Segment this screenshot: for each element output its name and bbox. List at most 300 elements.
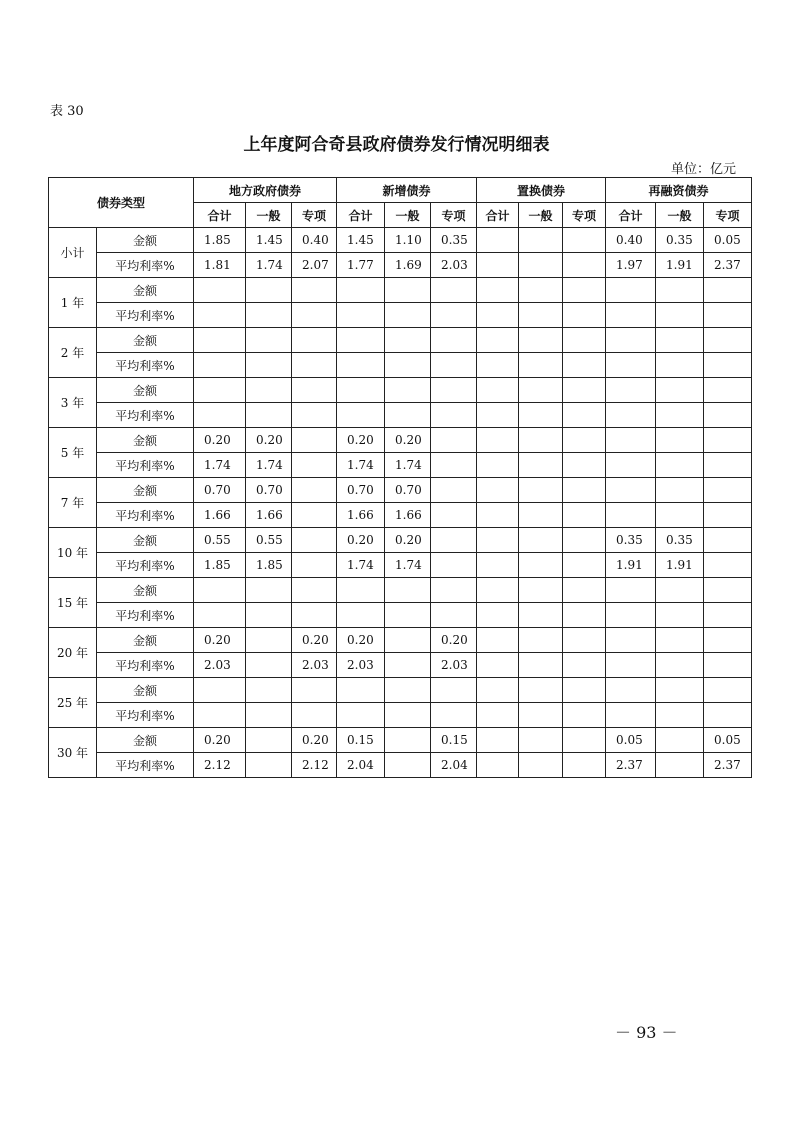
table-cell	[519, 303, 563, 328]
metric-label-rate: 平均利率%	[97, 253, 194, 278]
bond-type-header: 债券类型	[49, 178, 194, 228]
table-cell	[477, 528, 519, 553]
table-cell	[194, 353, 246, 378]
metric-label-amount: 金额	[97, 728, 194, 753]
table-row-rate	[49, 553, 752, 578]
table-cell	[194, 328, 246, 353]
table-cell	[246, 303, 292, 328]
table-cell	[292, 703, 337, 728]
table-cell: 0.20	[385, 528, 431, 553]
table-cell	[656, 278, 704, 303]
table-cell	[477, 228, 519, 253]
table-cell	[385, 303, 431, 328]
metric-label-amount: 金额	[97, 278, 194, 303]
table-cell	[337, 378, 385, 403]
table-cell: 1.74	[385, 553, 431, 578]
table-cell	[656, 453, 704, 478]
table-cell	[194, 403, 246, 428]
table-cell	[431, 453, 477, 478]
table-cell: 0.35	[431, 228, 477, 253]
table-cell	[194, 378, 246, 403]
table-cell: 2.03	[292, 653, 337, 678]
table-cell	[477, 353, 519, 378]
table-cell	[656, 328, 704, 353]
table-cell: 1.74	[337, 553, 385, 578]
table-cell: 1.74	[246, 253, 292, 278]
table-cell	[385, 628, 431, 653]
table-cell	[704, 603, 752, 628]
table-cell	[431, 703, 477, 728]
table-cell	[477, 428, 519, 453]
term-label: 10 年	[49, 528, 97, 578]
metric-label-amount: 金额	[97, 378, 194, 403]
table-cell	[656, 603, 704, 628]
table-cell	[194, 678, 246, 703]
table-cell	[704, 278, 752, 303]
table-cell	[606, 503, 656, 528]
table-cell	[477, 278, 519, 303]
table-cell	[563, 728, 606, 753]
group-header-new-bonds: 新增债券	[337, 178, 477, 203]
table-cell	[431, 478, 477, 503]
group-header-local-gov: 地方政府债券	[194, 178, 337, 203]
metric-label-amount: 金额	[97, 428, 194, 453]
table-row-amount	[49, 678, 752, 703]
subcolumn-header-special: 专项	[563, 203, 606, 228]
table-cell	[194, 578, 246, 603]
table-cell: 0.20	[337, 628, 385, 653]
table-cell	[656, 353, 704, 378]
metric-label-amount: 金额	[97, 578, 194, 603]
table-cell	[477, 603, 519, 628]
table-cell	[519, 703, 563, 728]
table-cell	[704, 528, 752, 553]
table-cell: 1.85	[194, 228, 246, 253]
metric-label-rate: 平均利率%	[97, 703, 194, 728]
table-cell	[519, 328, 563, 353]
table-cell	[477, 503, 519, 528]
table-cell	[519, 253, 563, 278]
table-cell: 1.85	[246, 553, 292, 578]
table-cell: 0.15	[431, 728, 477, 753]
table-row-amount	[49, 228, 752, 253]
table-cell	[246, 603, 292, 628]
table-cell: 1.74	[246, 453, 292, 478]
metric-label-rate: 平均利率%	[97, 553, 194, 578]
term-label: 15 年	[49, 578, 97, 628]
table-cell	[337, 278, 385, 303]
table-cell	[292, 603, 337, 628]
table-cell	[431, 603, 477, 628]
table-cell	[337, 678, 385, 703]
table-cell	[519, 478, 563, 503]
table-cell: 1.91	[606, 553, 656, 578]
table-cell: 0.20	[385, 428, 431, 453]
table-cell	[606, 453, 656, 478]
table-cell	[385, 728, 431, 753]
table-cell	[563, 228, 606, 253]
table-cell	[431, 428, 477, 453]
table-cell	[656, 478, 704, 503]
table-cell	[563, 428, 606, 453]
term-label: 25 年	[49, 678, 97, 728]
table-cell	[292, 678, 337, 703]
table-cell: 2.37	[606, 753, 656, 778]
group-header-replacement-bonds: 置换债券	[477, 178, 606, 203]
table-cell	[477, 678, 519, 703]
table-cell: 0.70	[337, 478, 385, 503]
table-cell	[563, 453, 606, 478]
table-cell	[246, 753, 292, 778]
table-cell: 0.20	[337, 428, 385, 453]
table-cell: 0.05	[704, 728, 752, 753]
metric-label-rate: 平均利率%	[97, 453, 194, 478]
table-cell: 0.55	[194, 528, 246, 553]
table-cell	[246, 628, 292, 653]
table-cell	[477, 253, 519, 278]
metric-label-rate: 平均利率%	[97, 603, 194, 628]
table-cell	[337, 578, 385, 603]
table-row-rate	[49, 753, 752, 778]
table-cell: 2.03	[431, 253, 477, 278]
table-cell: 0.15	[337, 728, 385, 753]
table-row-rate	[49, 303, 752, 328]
table-cell	[656, 503, 704, 528]
table-row-amount	[49, 578, 752, 603]
table-cell	[704, 353, 752, 378]
table-cell	[563, 628, 606, 653]
table-cell: 0.40	[292, 228, 337, 253]
table-cell	[431, 278, 477, 303]
table-cell: 1.74	[385, 453, 431, 478]
table-row-amount	[49, 728, 752, 753]
table-cell	[292, 503, 337, 528]
table-cell: 2.37	[704, 253, 752, 278]
table-cell	[292, 403, 337, 428]
table-cell: 2.12	[194, 753, 246, 778]
table-cell	[563, 528, 606, 553]
table-cell: 0.40	[606, 228, 656, 253]
table-cell: 0.70	[246, 478, 292, 503]
table-cell	[292, 553, 337, 578]
table-cell	[477, 578, 519, 603]
table-cell	[606, 678, 656, 703]
table-cell: 0.20	[194, 628, 246, 653]
table-cell	[431, 378, 477, 403]
table-cell	[704, 378, 752, 403]
table-cell	[519, 278, 563, 303]
table-cell	[385, 578, 431, 603]
subcolumn-header-general: 一般	[385, 203, 431, 228]
term-label: 小计	[49, 228, 97, 278]
metric-label-amount: 金额	[97, 478, 194, 503]
table-cell: 0.05	[704, 228, 752, 253]
table-cell: 1.66	[194, 503, 246, 528]
table-cell	[477, 478, 519, 503]
table-cell	[704, 403, 752, 428]
metric-label-amount: 金额	[97, 528, 194, 553]
table-cell	[704, 453, 752, 478]
table-row-rate	[49, 653, 752, 678]
table-cell	[656, 753, 704, 778]
table-cell: 0.55	[246, 528, 292, 553]
table-cell	[563, 303, 606, 328]
metric-label-amount: 金额	[97, 628, 194, 653]
page-title: 上年度阿合奇县政府债券发行情况明细表	[243, 135, 550, 155]
table-cell	[656, 428, 704, 453]
table-cell	[519, 403, 563, 428]
table-cell	[606, 378, 656, 403]
table-cell: 2.03	[337, 653, 385, 678]
table-cell	[337, 328, 385, 353]
subcolumn-header-total: 合计	[606, 203, 656, 228]
table-cell	[292, 428, 337, 453]
table-cell	[704, 703, 752, 728]
table-cell	[246, 728, 292, 753]
table-cell: 0.35	[656, 528, 704, 553]
table-cell: 1.81	[194, 253, 246, 278]
table-cell	[704, 678, 752, 703]
table-cell	[431, 553, 477, 578]
table-cell	[519, 353, 563, 378]
table-cell	[194, 603, 246, 628]
metric-label-amount: 金额	[97, 228, 194, 253]
table-cell	[292, 328, 337, 353]
table-number-label: 表 30	[50, 104, 84, 119]
table-cell: 1.66	[385, 503, 431, 528]
table-cell	[606, 403, 656, 428]
table-cell	[519, 428, 563, 453]
table-cell	[606, 353, 656, 378]
table-cell	[246, 403, 292, 428]
table-cell	[656, 628, 704, 653]
table-cell: 0.20	[337, 528, 385, 553]
table-cell	[477, 328, 519, 353]
table-cell	[292, 353, 337, 378]
table-cell	[194, 703, 246, 728]
table-cell	[431, 503, 477, 528]
table-cell: 0.35	[606, 528, 656, 553]
table-cell	[563, 278, 606, 303]
table-cell	[246, 278, 292, 303]
table-cell	[477, 403, 519, 428]
subcolumn-header-general: 一般	[519, 203, 563, 228]
table-cell	[194, 303, 246, 328]
table-cell: 0.20	[431, 628, 477, 653]
table-cell: 2.07	[292, 253, 337, 278]
table-cell	[563, 678, 606, 703]
table-cell	[656, 303, 704, 328]
table-cell: 1.10	[385, 228, 431, 253]
table-cell	[704, 478, 752, 503]
table-cell	[519, 378, 563, 403]
table-cell	[194, 278, 246, 303]
table-cell	[477, 703, 519, 728]
metric-label-rate: 平均利率%	[97, 303, 194, 328]
table-cell: 0.70	[194, 478, 246, 503]
table-cell	[519, 503, 563, 528]
table-cell	[477, 753, 519, 778]
table-cell	[606, 703, 656, 728]
table-cell: 1.66	[337, 503, 385, 528]
table-cell	[477, 378, 519, 403]
table-cell	[656, 728, 704, 753]
subcolumn-header-special: 专项	[431, 203, 477, 228]
table-row-rate	[49, 453, 752, 478]
table-cell	[292, 578, 337, 603]
table-cell	[606, 653, 656, 678]
table-cell: 1.74	[194, 453, 246, 478]
term-label: 5 年	[49, 428, 97, 478]
table-cell	[704, 578, 752, 603]
table-cell	[563, 253, 606, 278]
table-row-amount	[49, 628, 752, 653]
subcolumn-header-special: 专项	[292, 203, 337, 228]
table-row-rate	[49, 353, 752, 378]
table-cell: 2.03	[431, 653, 477, 678]
table-cell	[246, 653, 292, 678]
table-cell	[385, 653, 431, 678]
table-cell: 1.91	[656, 553, 704, 578]
table-cell	[563, 403, 606, 428]
table-row-amount	[49, 528, 752, 553]
table-cell: 1.74	[337, 453, 385, 478]
metric-label-rate: 平均利率%	[97, 753, 194, 778]
table-cell	[563, 753, 606, 778]
metric-label-amount: 金额	[97, 328, 194, 353]
subcolumn-header-special: 专项	[704, 203, 752, 228]
table-cell: 2.03	[194, 653, 246, 678]
table-cell	[656, 678, 704, 703]
table-row-amount	[49, 378, 752, 403]
table-row-rate	[49, 253, 752, 278]
table-cell	[337, 703, 385, 728]
table-cell	[704, 503, 752, 528]
table-cell	[477, 553, 519, 578]
metric-label-rate: 平均利率%	[97, 403, 194, 428]
table-cell	[385, 678, 431, 703]
table-cell	[431, 678, 477, 703]
table-cell	[563, 603, 606, 628]
table-cell	[477, 653, 519, 678]
table-cell	[246, 703, 292, 728]
table-cell	[337, 403, 385, 428]
table-cell	[563, 378, 606, 403]
table-cell	[519, 678, 563, 703]
table-cell	[606, 603, 656, 628]
table-cell	[704, 303, 752, 328]
table-cell	[385, 703, 431, 728]
table-cell: 0.20	[292, 728, 337, 753]
table-row-amount	[49, 478, 752, 503]
table-cell	[292, 528, 337, 553]
table-cell: 0.20	[246, 428, 292, 453]
metric-label-amount: 金额	[97, 678, 194, 703]
table-cell: 0.20	[194, 728, 246, 753]
table-cell	[606, 303, 656, 328]
table-cell	[519, 528, 563, 553]
table-cell	[563, 703, 606, 728]
table-row-amount	[49, 328, 752, 353]
table-row-rate	[49, 603, 752, 628]
table-cell	[246, 378, 292, 403]
table-cell	[246, 578, 292, 603]
table-cell	[606, 278, 656, 303]
table-cell	[656, 378, 704, 403]
table-cell: 2.37	[704, 753, 752, 778]
table-cell	[431, 303, 477, 328]
table-cell	[292, 378, 337, 403]
term-label: 3 年	[49, 378, 97, 428]
table-cell	[385, 403, 431, 428]
table-cell	[477, 303, 519, 328]
table-cell	[385, 353, 431, 378]
table-cell	[431, 528, 477, 553]
table-cell	[563, 578, 606, 603]
table-cell	[385, 278, 431, 303]
table-cell: 2.04	[337, 753, 385, 778]
table-cell	[519, 603, 563, 628]
table-row-amount	[49, 278, 752, 303]
table-cell	[519, 578, 563, 603]
table-cell: 0.20	[292, 628, 337, 653]
table-cell	[704, 428, 752, 453]
table-cell	[606, 328, 656, 353]
table-cell	[246, 328, 292, 353]
table-cell: 0.35	[656, 228, 704, 253]
table-cell	[563, 653, 606, 678]
table-cell	[606, 478, 656, 503]
table-cell	[292, 303, 337, 328]
table-cell	[519, 728, 563, 753]
table-cell: 0.05	[606, 728, 656, 753]
table-row-rate	[49, 503, 752, 528]
table-row-amount	[49, 428, 752, 453]
table-cell	[606, 578, 656, 603]
table-cell	[563, 478, 606, 503]
table-row-rate	[49, 703, 752, 728]
table-cell	[292, 478, 337, 503]
table-cell	[563, 353, 606, 378]
term-label: 2 年	[49, 328, 97, 378]
table-cell	[246, 678, 292, 703]
group-header-refinancing-bonds: 再融资债券	[606, 178, 752, 203]
table-cell	[431, 578, 477, 603]
table-cell: 0.20	[194, 428, 246, 453]
metric-label-rate: 平均利率%	[97, 653, 194, 678]
term-label: 30 年	[49, 728, 97, 778]
table-cell	[385, 328, 431, 353]
metric-label-rate: 平均利率%	[97, 353, 194, 378]
subcolumn-header-total: 合计	[194, 203, 246, 228]
table-cell: 1.45	[246, 228, 292, 253]
term-label: 7 年	[49, 478, 97, 528]
subcolumn-header-total: 合计	[337, 203, 385, 228]
table-cell	[563, 553, 606, 578]
table-row-rate	[49, 403, 752, 428]
table-cell	[704, 328, 752, 353]
table-cell	[656, 403, 704, 428]
table-cell: 1.45	[337, 228, 385, 253]
table-cell	[704, 628, 752, 653]
bond-issuance-table	[48, 177, 752, 778]
table-cell	[656, 703, 704, 728]
table-cell	[337, 303, 385, 328]
page-number: － 93 －	[615, 1023, 678, 1042]
table-cell	[385, 603, 431, 628]
table-cell	[606, 428, 656, 453]
table-cell	[563, 328, 606, 353]
